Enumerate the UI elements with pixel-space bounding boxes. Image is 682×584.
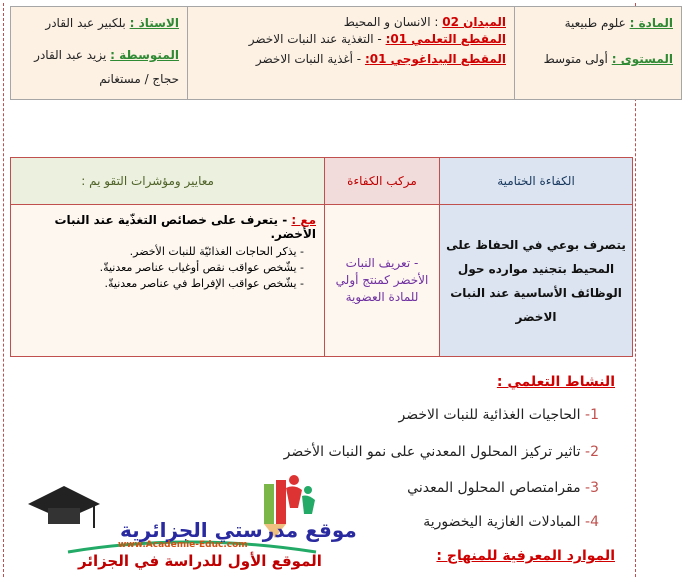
final-competency-cell: يتصرف بوعي في الحفاظ على المحيط بتجنيد موارده حول الوظائف الأساسية عند النبات الاخضر <box>440 205 633 357</box>
pedagogical-segment-label: المقطع البيداغوجي 01: <box>364 52 506 66</box>
learning-segment-line <box>196 29 506 49</box>
subject-label: المادة : <box>629 16 673 30</box>
activity-item <box>423 514 599 530</box>
criteria-item: - يشّخص عواقب الإفراط في عناصر معدنيةّ. <box>104 277 304 290</box>
subject-line <box>523 11 673 35</box>
activity-title: النشاط التعلمي : <box>496 374 615 390</box>
competency-table <box>10 157 633 357</box>
activity-item-number: 2- <box>585 444 599 460</box>
location-line <box>19 67 179 91</box>
domain-line <box>196 11 506 29</box>
level-label: المستوى : <box>611 52 673 66</box>
site-logo <box>28 468 357 580</box>
criteria-item: - يشّخص عواقب نقص أوغياب عناصر معدنيةّ. <box>99 261 304 274</box>
activity-item <box>284 444 599 460</box>
teacher-label: الاستاذ : <box>129 16 179 30</box>
graduation-cap-icon <box>28 486 100 528</box>
subject-cell <box>515 7 682 100</box>
school-value: يزيد عبد القادر <box>34 48 107 62</box>
school-label: المتوسطة : <box>110 48 179 62</box>
teacher-value: بلكبير عبد القادر <box>45 16 126 30</box>
criteria-item: - يذكر الحاجات الغذائيّة للنبات الأخضر. <box>129 245 304 258</box>
pedagogical-segment-line <box>196 49 506 69</box>
level-line <box>523 47 673 71</box>
logo-url: www.Academie-Educ.com <box>118 540 248 550</box>
criteria-header: معايير ومؤشرات التقو يم : <box>11 158 325 205</box>
level-value: أولى متوسط <box>543 52 608 66</box>
domain-label: الميدان 02 <box>442 15 506 29</box>
final-competency-header: الكفاءة الختامية <box>440 158 633 205</box>
criteria-cell <box>11 205 325 357</box>
lesson-header <box>10 6 682 100</box>
domain-value: : الانسان و المحيط <box>343 15 439 29</box>
subject-value: علوم طبيعية <box>564 16 626 30</box>
activity-item-text: مقرامتصاص المحلول المعدني <box>407 480 586 496</box>
school-line <box>19 43 179 67</box>
activity-item-number: 1- <box>585 407 599 423</box>
component-cell: - تعريف النبات الأخضر كمنتج أولي للمادة العضوية <box>325 205 440 357</box>
learning-segment-label: المقطع التعلمي 01: <box>385 32 506 46</box>
activity-item <box>407 480 599 496</box>
activity-item-number: 3- <box>585 480 599 496</box>
component-header: مركب الكفاءة <box>325 158 440 205</box>
teacher-cell <box>11 7 188 100</box>
activity-item-number: 4- <box>585 514 599 530</box>
pedagogical-segment-value: - أغذية النبات الاخضر <box>255 52 362 66</box>
activity-item-text: المبادلات الغازية اليخضورية <box>423 514 586 530</box>
resources-title: الموارد المعرفية للمنهاج : <box>436 548 615 564</box>
teacher-line <box>19 11 179 35</box>
logo-title: موقع مدرستي الجزائرية <box>120 518 357 542</box>
activity-item-text: تاثير تركيز المحلول المعدني على نمو النبات الأخضر <box>283 444 586 460</box>
learning-segment-value: - التغذية عند النبات الاخضر <box>248 32 382 46</box>
criteria-code: مع : <box>291 213 316 227</box>
activity-item-text: الحاجيات الغذائية للنبات الاخضر <box>398 407 586 423</box>
criteria-heading-text: - يتعرف على خصائص التغذّية عند النبات الأخضر. <box>54 213 316 241</box>
location-value: حجاج / مستغانم <box>99 72 179 86</box>
domain-cell <box>188 7 515 100</box>
activity-item <box>398 407 599 423</box>
logo-slogan: الموقع الأول للدراسة في الجزائر <box>78 552 322 570</box>
figures-icon <box>286 475 315 514</box>
criteria-heading <box>19 213 316 241</box>
